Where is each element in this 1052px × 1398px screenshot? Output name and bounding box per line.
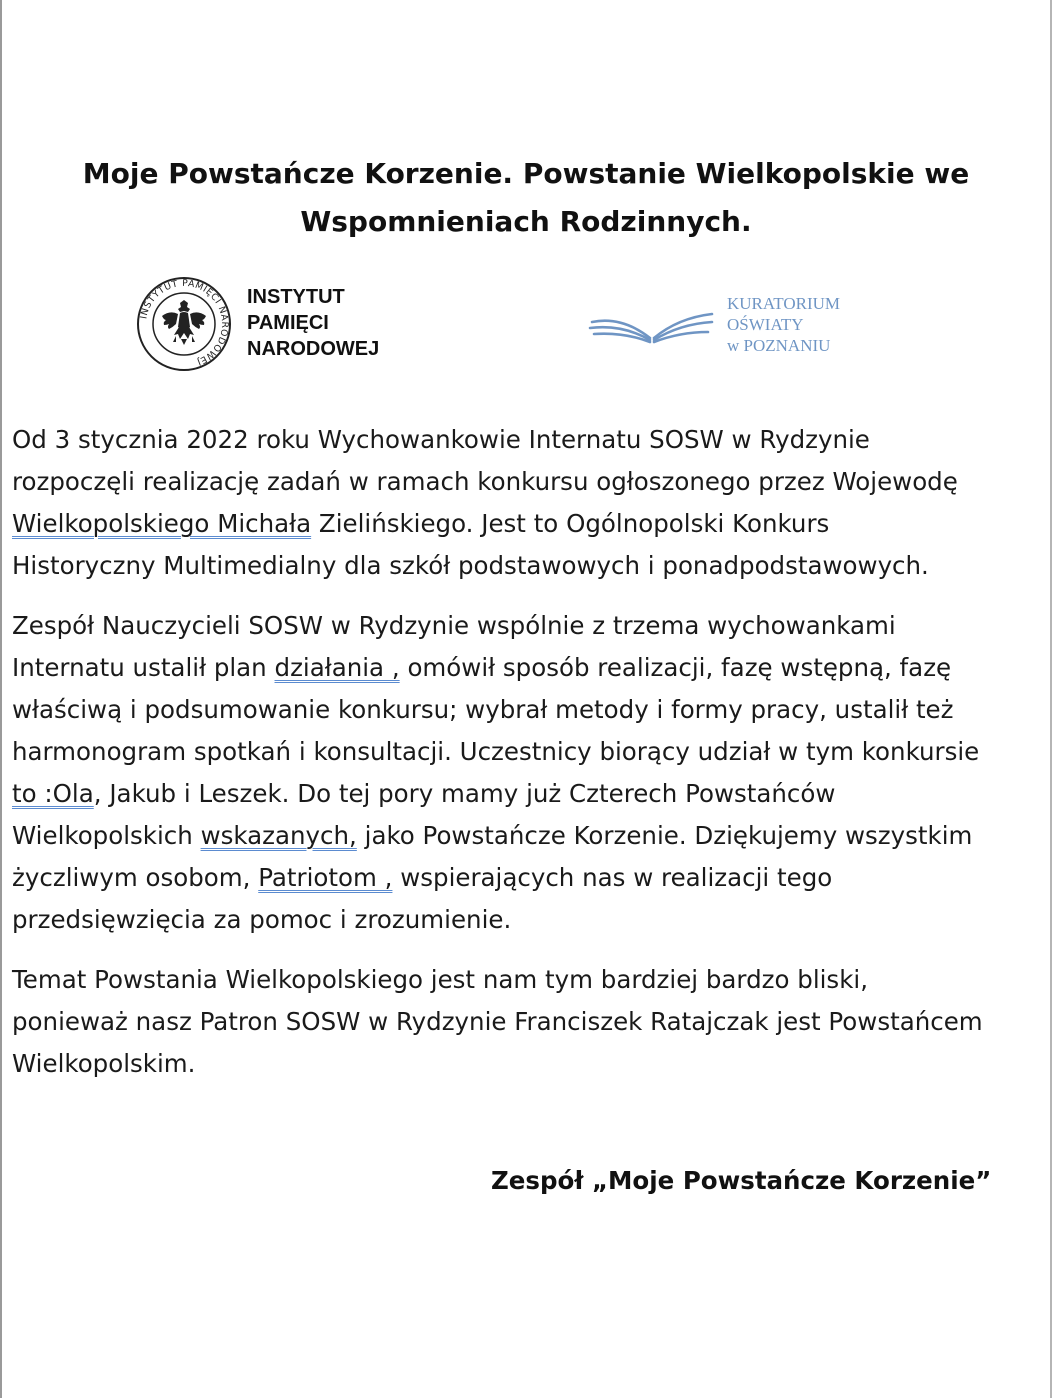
title-line-2: Wspomnieniach Rodzinnych. <box>300 205 752 238</box>
spellcheck-flagged-text: to :Ola <box>12 779 94 808</box>
spellcheck-flagged-text: działania , <box>274 653 400 682</box>
paragraph-3-line: Wielkopolskim. <box>12 1049 196 1078</box>
paragraph-3 <box>12 959 1037 1085</box>
paragraph-1-line: Od 3 stycznia 2022 roku Wychowankowie Internatu SOSW w Rydzynie <box>12 425 870 454</box>
text-fragment: Wielkopolskich <box>12 821 201 850</box>
signature: Zespół „Moje Powstańcze Korzenie” <box>491 1166 992 1195</box>
document-body <box>12 419 1037 1103</box>
paragraph-2-line: właściwą i podsumowanie konkursu; wybrał metody i formy pracy, ustalił też <box>12 695 954 724</box>
paragraph-2-line <box>12 857 1037 899</box>
page-edge-left <box>0 0 2 1398</box>
text-fragment: Zielińskiego. Jest to Ogólnopolski Konkurs <box>311 509 830 538</box>
title-line-1: Moje Powstańcze Korzenie. Powstanie Wielkopolskie we <box>82 157 970 190</box>
kuratorium-line-2: OŚWIATY <box>727 315 804 334</box>
paragraph-2-line: przedsięwzięcia za pomoc i zrozumienie. <box>12 905 512 934</box>
text-fragment: omówił sposób realizacji, fazę wstępną, fazę <box>399 653 952 682</box>
paragraph-3-line: ponieważ nasz Patron SOSW w Rydzynie Franciszek Ratajczak jest Powstańcem <box>12 1007 983 1036</box>
paragraph-1-line: Historyczny Multimedialny dla szkół podstawowych i ponadpodstawowych. <box>12 551 929 580</box>
spellcheck-flagged-text: Patriotom , <box>258 863 393 892</box>
text-fragment: jako Powstańcze Korzenie. Dziękujemy wszystkim <box>356 821 973 850</box>
paragraph-2 <box>12 605 1037 941</box>
text-fragment: , Jakub i Leszek. Do tej pory mamy już Czterech Powstańców <box>93 779 836 808</box>
ipn-line-3: NARODOWEJ <box>247 338 380 360</box>
kuratorium-logo-text <box>727 293 840 356</box>
kuratorium-line-1: KURATORIUM <box>727 294 841 313</box>
paragraph-2-line: harmonogram spotkań i konsultacji. Uczestnicy biorący udział w tym konkursie <box>12 737 980 766</box>
seal-ring-text: INSTYTUT PAMIĘCI NARODOWEJ <box>138 277 231 368</box>
eagle-seal-icon <box>136 276 232 372</box>
text-fragment: wspierających nas w realizacji tego <box>392 863 833 892</box>
open-book-icon <box>588 306 716 346</box>
paragraph-2-line <box>12 773 1037 815</box>
paragraph-1-line <box>12 503 1037 545</box>
spellcheck-flagged-text: Wielkopolskiego Michała <box>12 509 312 538</box>
paragraph-2-line <box>12 647 1037 689</box>
ipn-line-1: INSTYTUT <box>247 286 345 308</box>
paragraph-3-line: Temat Powstania Wielkopolskiego jest nam tym bardziej bardzo bliski, <box>12 965 868 994</box>
paragraph-1-line: rozpoczęli realizację zadań w ramach konkursu ogłoszonego przez Wojewodę <box>12 467 958 496</box>
ipn-line-2: PAMIĘCI <box>247 312 329 334</box>
text-fragment: Internatu ustalił plan <box>12 653 275 682</box>
text-fragment: życzliwym osobom, <box>12 863 259 892</box>
paragraph-1 <box>12 419 1037 587</box>
spellcheck-flagged-text: wskazanych, <box>200 821 357 850</box>
document-title <box>40 150 1012 246</box>
ipn-logo-text <box>247 284 379 362</box>
paragraph-2-line <box>12 815 1037 857</box>
kuratorium-line-3: w POZNANIU <box>727 336 831 355</box>
paragraph-2-line: Zespół Nauczycieli SOSW w Rydzynie wspólnie z trzema wychowankami <box>12 611 896 640</box>
